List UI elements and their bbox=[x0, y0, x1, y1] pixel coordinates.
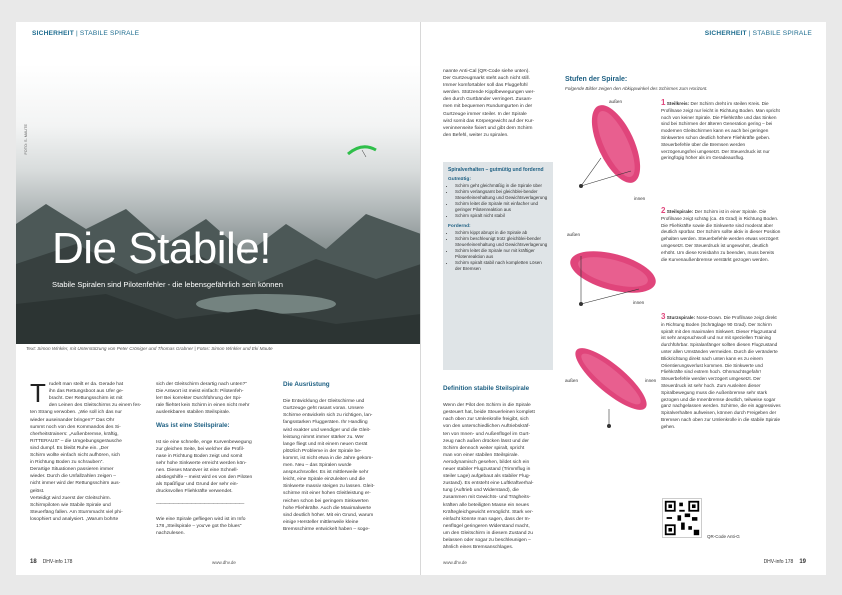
section-rest: | STABILE SPIRALE bbox=[746, 30, 812, 37]
info-box bbox=[443, 162, 553, 370]
section-tag bbox=[32, 30, 139, 37]
column-text: sich der Gleitschirm derartig nach unten?“ Die Antwort ist meist einfach: Pilotenfeh- ler! Bei korrekter Durchführung der Spi- rale fliehtet kein Schirm in einen nicht mehr auslenkbaren stabilen Steilspirale. bbox=[156, 382, 250, 416]
diagram-subtitle: Folgende Bilder zeigen den Abkippwinkel des Schirmes zum Horizont. bbox=[565, 86, 708, 91]
issue-label: DHV-info 178 bbox=[42, 559, 73, 565]
step-lead: Steilspirale: bbox=[666, 209, 694, 214]
column-heading: Was ist eine Steilspirale: bbox=[156, 421, 230, 429]
list-item: • Schirm spiralt nicht stabil bbox=[455, 213, 548, 219]
page-number: 19 bbox=[799, 559, 806, 565]
list-item: • Schirm kippt abrupt in die Spirale ab bbox=[455, 230, 548, 236]
diagram-title: Stufen der Spirale: bbox=[565, 76, 628, 83]
list-item: • Schirm geht gleichmäßig in die Spirale über bbox=[455, 183, 548, 189]
section-bold: SICHERHEIT bbox=[704, 30, 747, 37]
issue-label: DHV-info 178 bbox=[763, 559, 794, 565]
column-text: Ist sie eine schnelle, enge Kurvenbewegung zur gleichen Seite, bei welcher die Profil- nase in Richtung Boden zeigt und somit sehr hohe Sinkwerte erreicht werden kön- nen. Dieses Manöver ist eine Schnell- abstiegshilfe – meist wird es von den Piloten als Spaßfigur und Grund der sehr ein- drucksvollen Fliehkräfte verwendet. bbox=[156, 439, 253, 495]
spiral-diagram-3 bbox=[561, 334, 661, 434]
label-aussen: außen bbox=[609, 99, 623, 104]
label-innen: innen bbox=[634, 196, 646, 201]
step-text: Der Schirm dreht im steilen Kreis. Die Profilnase zeigt nur leicht in Richtung Boden. Man spricht noch von keiner Spirale. Die Fliehkräfte und das Sinken sind bei Schirmen der älteren Generation gering – bei modernen Gleitschirmen kann es auch bei geringen Sinkwerten schon deutlich höhere Fliehkräfte geben. Steuerbefehle über die Bremsen werden verzögerungsfrei umgesetzt. Der Steuerdruck ist nur geringfügig höher als im Geradeausflug. bbox=[661, 101, 780, 161]
paraglider-icon bbox=[346, 144, 378, 158]
column-text: Wenn der Pilot den Schirm in die Spirale gesteuert hat, beide Steuerleinen komplett nach oben zur Umlenkrolle freigibt, sich von den unterschiedlichen Auftriebskräf- ten von Innen- und Außenflügel im Gurt- zeug nach außen drücken lässt und der Schirm dennoch weiter spiralt, spricht man von einer stabilen Steilspirale. Aerodynamisch gesehen, bildet sich ein neuer stabiler Flugzustand (Trimmflug in steiler Lage) aufgebaut als stabiler Flug- zustand). Es entsteht eine Luftkraftverhal- tung (Auftrieb und Widerstand), die zusammen mit Gewichts- und Trägheits- kräften alle beteiligten Masse ein neues Kräftegleichgewicht ermöglicht. Stark ver- einfacht könnte man sagen, dass der In- nenflügel geringeren Widerstand macht, um den Gleitschirm in diesem Zustand zu belassen oder sogar zu beschleunigen – ähnlich eines Bremsanschlages. bbox=[443, 403, 535, 551]
author-credits: Text: Simon Winkler, mit Unterstützung von Peter Cröniger und Thomas Grabner | Fotos: Simon Winkler und Eki Maute bbox=[26, 346, 273, 351]
article-column-1 bbox=[30, 374, 148, 523]
photo-credit: FOTO: S. MAUTE bbox=[24, 124, 28, 155]
article-column-3 bbox=[283, 374, 401, 533]
website: www.dhv.de bbox=[443, 560, 467, 565]
spiral-diagram-1 bbox=[561, 96, 661, 196]
info-list-fordernd bbox=[448, 230, 548, 273]
label-innen: innen bbox=[645, 378, 657, 383]
list-item: • Schirm leitet die Spirale mit einfacher und geringer Pilotenreaktion aus bbox=[455, 201, 548, 213]
page-title: Die Stabile! bbox=[52, 224, 272, 273]
section-bold: SICHERHEIT bbox=[32, 30, 74, 37]
folio bbox=[764, 559, 812, 565]
label-aussen: außen bbox=[565, 378, 579, 383]
step-number: 1 bbox=[661, 98, 666, 107]
website: www.dhv.de bbox=[212, 560, 236, 565]
section-rest: | STABILE SPIRALE bbox=[73, 30, 140, 37]
article-column-bottom bbox=[443, 378, 555, 551]
list-item: • Schirm leitet die Spirale nur mit kräftiger Pilotenreaktion aus bbox=[455, 248, 548, 260]
folio bbox=[30, 559, 72, 565]
left-page bbox=[16, 22, 421, 575]
info-box-title: Spiralverhalten – gutmütig und fordernd bbox=[448, 167, 544, 173]
column-heading: Die Ausrüstung bbox=[283, 381, 330, 389]
step-2 bbox=[661, 208, 781, 263]
step-number: 2 bbox=[661, 206, 666, 215]
step-text: Nose-Down. Die Profilnase zeigt direkt in Richtung Boden (Schräglage 90 Grad). Der Schirm spiralt mit den maximalen Sinkwert. Dieser Flugzustand ist sehr anspruchsvoll und nur mit speziellen Training durchführbar. Spiralanfänger sollten diesen Flugzustand unter allen Umständen vermeiden. Durch die veränderte Blickrichtung direkt nach unten kann es zu einem Orientierungsverlust kommen. Die Sinkwerte und Fliehkräfte sind extrem hoch. Ohnmachtsgefahr! Steuerbefehle werden verzögert umgesetzt. Der Steuerdruck ist sehr hoch. Zum Ausleiten dieser Spiralbewegung muss die Außenbremse sehr stark gezogen und die Innenbremse deutlich, teilweise sogar ganz nachgelassen werden. Schirme, die ein aggressives Spiralverhalten aufweisen, können durch Freigeben der Bremsen nach oben zur Umlenkrolle in die stabile Spirale gehen. bbox=[661, 315, 781, 429]
label-aussen: außen bbox=[567, 232, 581, 237]
info-box-subtitle: Fordernd: bbox=[448, 223, 471, 229]
spiral-diagram-2 bbox=[561, 234, 661, 324]
info-box-subtitle: Gutmütig: bbox=[448, 177, 471, 182]
page-subtitle: Stabile Spiralen sind Pilotenfehler - die lebensgefährlich sein können bbox=[52, 280, 283, 289]
list-item: • Schirm verlangsamt bei gleichblei-bender Steuerleinenhaltung und Gewichtsverlagerung bbox=[455, 189, 548, 201]
column-heading: Definition stabile Steilspirale bbox=[443, 385, 530, 393]
step-3 bbox=[661, 314, 781, 431]
list-item: • Schirm beschleunigt trotz gleichblei-bender Steuerleinenhaltung und Gewichtsverlagerung bbox=[455, 236, 548, 248]
right-page bbox=[421, 22, 826, 575]
step-lead: Steilkreis: bbox=[666, 101, 690, 106]
section-tag bbox=[705, 30, 812, 37]
column-text: Die Entwicklung der Gleitschirme und Gurtzeuge geht rasant voran. Unsere Schirme entwickeln sich zu richtigen, lan- fangsstarken Fluggeräten. Ihr Handling wird exakter und wendiger und die Gleit- leistung nimmt immer stärker zu. Wer lange fliegt und mit einem neuen Gerät plötzlich Probleme in der Spirale be- kommt, ist nicht etwa in die Jahre gekom- men. Neu – das Spiralen wurde anspruchsvoller. Es ist mittlerweile sehr leicht, eine Spirale einzuleiten und die Sinkwerte massiv steigen zu lassen. Gleit- schirme mit einer hohen Gleitleistung er- reichen schon bei geringem Sinkwerten hohe Fliehkräfte. Auch die Maximalwerte sind deutlich höher. Mit ein Grund, warum einige Hersteller mittlerweile kleine Bremsschirme entwickelt haben – soge- bbox=[283, 399, 375, 532]
qr-code-label: QR-Code Anti-G bbox=[707, 534, 740, 539]
info-list-gutmuetig bbox=[448, 183, 548, 220]
list-item: • Schirm spiralt stabil nach kompletten Lösen der Bremsen bbox=[455, 260, 548, 272]
column-text: Wie eine Spirale gefliegen wird ist im Info 178 „Steilspirale – you've got the blues“ nachzulesen. bbox=[156, 516, 246, 536]
step-text: Der Schirm ist in einer Spirale. Die Profilnase zeigt schräg (ca. 45 Grad) in Richtung Boden. Die Fliehkräfte sowie die Sinkwerte sind moderat aber deutlich spürbar. Der Schirm sollte aktiv in dieser Position gehalten werden. Steuerbefehle werden etwas verzögert umgesetzt. Der Steuerdruck ist ungewohnt, deutlich erhöht. Um diese Kreisbahn zu beenden, muss bereits die Kurvenaußenbremse verstärkt gezogen werden. bbox=[661, 209, 781, 262]
step-1 bbox=[661, 100, 781, 162]
article-column-top: nannte Anti-Cal (QR-Code siehe unten). Der Gurtzeugmarkt steht auch nicht still. Immer komfortabler soll das Fluggefühl werden. Stützende Kipplbewegungen wer- den durch Gurtbänder verringert. Zusam- men mit bequemen Rundumgurten in der Gurtzeuge immer steiler. In der Spirale wird somit das Körpergewicht auf der Kur- veninnenseite fixiert und gibt dem Schirm den Befehl, weiter zu spiralen. bbox=[443, 69, 535, 138]
column-text: rudelt man steilt er da. Gerade hat ihn das Rettungsboot aus Ufer ge- bracht. Der Rettungsschirm ist mit den Leinen des Gleitschirms zu einem fes- ten Strang verwoben. „Wie soll ich das nur wieder auseinander bringen?“ Das Ohr summt noch von den Kommandos des Si- cherheitstrainers: „Außenbremse, kräftig, RITTERAUS“ – die Umgebungsgeräusche sind dumpf. Es bleibt Ruhe ein. „Der Schirm wollte einfach nicht aufhören, sich in Richtung Boden zu schrauben“. Derartige Situationen passieren immer wieder. Durch die Unfallzahlen zeigen – nicht immer wird der Rettungsschirm aus- gelöst. Verteidigt wird zuerst der Gleitschirm. Schirmpiloten wie Stabile Spirale und Steuerfäng fallen. Am Sturmmacht viel phi- losophiert und analysiert. „Warum bohrte bbox=[30, 382, 142, 522]
divider: ———————————————————— bbox=[156, 502, 244, 508]
label-innen: innen bbox=[633, 300, 645, 305]
dropcap: T bbox=[30, 378, 46, 409]
qr-code-icon[interactable] bbox=[662, 498, 702, 538]
step-number: 3 bbox=[661, 312, 666, 321]
step-lead: Sturzspirale: bbox=[666, 315, 696, 320]
article-column-2 bbox=[156, 374, 274, 537]
page-number: 18 bbox=[30, 559, 37, 565]
hero-photo bbox=[16, 64, 421, 344]
